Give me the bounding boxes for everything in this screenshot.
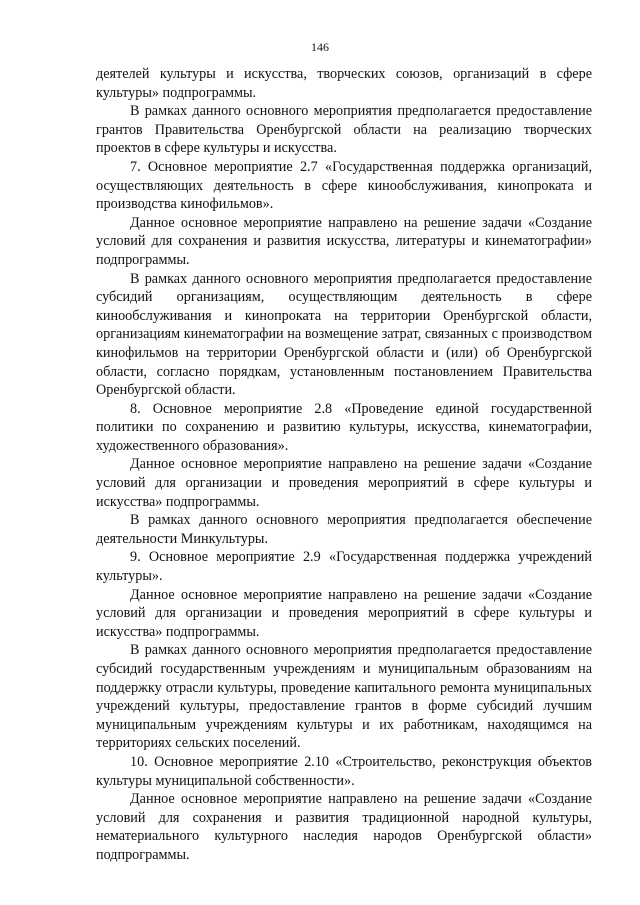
paragraph: 7. Основное мероприятие 2.7 «Государственная поддержка организаций, осуществляющих деятельность в сфере кинообслуживания, кинопроката и производства кинофильмов». [96,158,592,213]
paragraph: Данное основное мероприятие направлено на решение задачи «Создание условий для организации и проведения мероприятий в сфере культуры и искусства» подпрограммы. [96,586,592,640]
paragraph: 10. Основное мероприятие 2.10 «Строительство, реконструкция объектов культуры муниципальной собственности». [96,753,592,789]
paragraph: В рамках данного основного мероприятия предполагается предоставление субсидий организациям, осуществляющим деятельность в сфере кинообслуживания и кинопроката на территории Оренбургской области, организациям кинематографии на возмещение затрат, связанных с производством кинофильмов на территории Оренбургской области и (или) об Оренбургской области, согласно порядкам, установленным постановлением Правительства Оренбургской области. [96,270,592,399]
paragraph: В рамках данного основного мероприятия предполагается обеспечение деятельности Минкультуры. [96,512,592,547]
paragraph: 9. Основное мероприятие 2.9 «Государственная поддержка учреждений культуры». [96,549,592,585]
paragraph: 8. Основное мероприятие 2.8 «Проведение единой государственной политики по сохранению и развитию культуры, искусства, кинематографии, художественного образования». [96,400,592,454]
paragraph: В рамках данного основного мероприятия предполагается предоставление субсидий государственным учреждениям и муниципальным образованиям на поддержку отрасли культуры, проведение капитального ремонта муниципальных учреждений культуры, предоставление грантов в форме субсидий лучшим муниципальным учреждениям культуры и их работникам, находящимся на территориях сельских поселений. [96,642,592,752]
paragraph: Данное основное мероприятие направлено на решение задачи «Создание условий для сохранения и развития искусства, литературы и кинематографии» подпрограммы. [96,214,592,268]
page-number: 146 [311,40,329,54]
paragraph: Данное основное мероприятие направлено на решение задачи «Создание условий для сохранения и развития традиционной народной культуры, нематериального культурного наследия народов Оренбургской области» подпрограммы. [96,791,592,863]
paragraph: Данное основное мероприятие направлено на решение задачи «Создание условий для организации и проведения мероприятий в сфере культуры и искусства» подпрограммы. [96,456,592,510]
body-text [96,65,592,865]
paragraph: В рамках данного основного мероприятия предполагается предоставление грантов Правительства Оренбургской области на реализацию творческих проектов в сфере культуры и искусства. [96,103,592,157]
paragraph-continuation: деятелей культуры и искусства, творческих союзов, организаций в сфере культуры» подпрограммы. [96,66,592,101]
